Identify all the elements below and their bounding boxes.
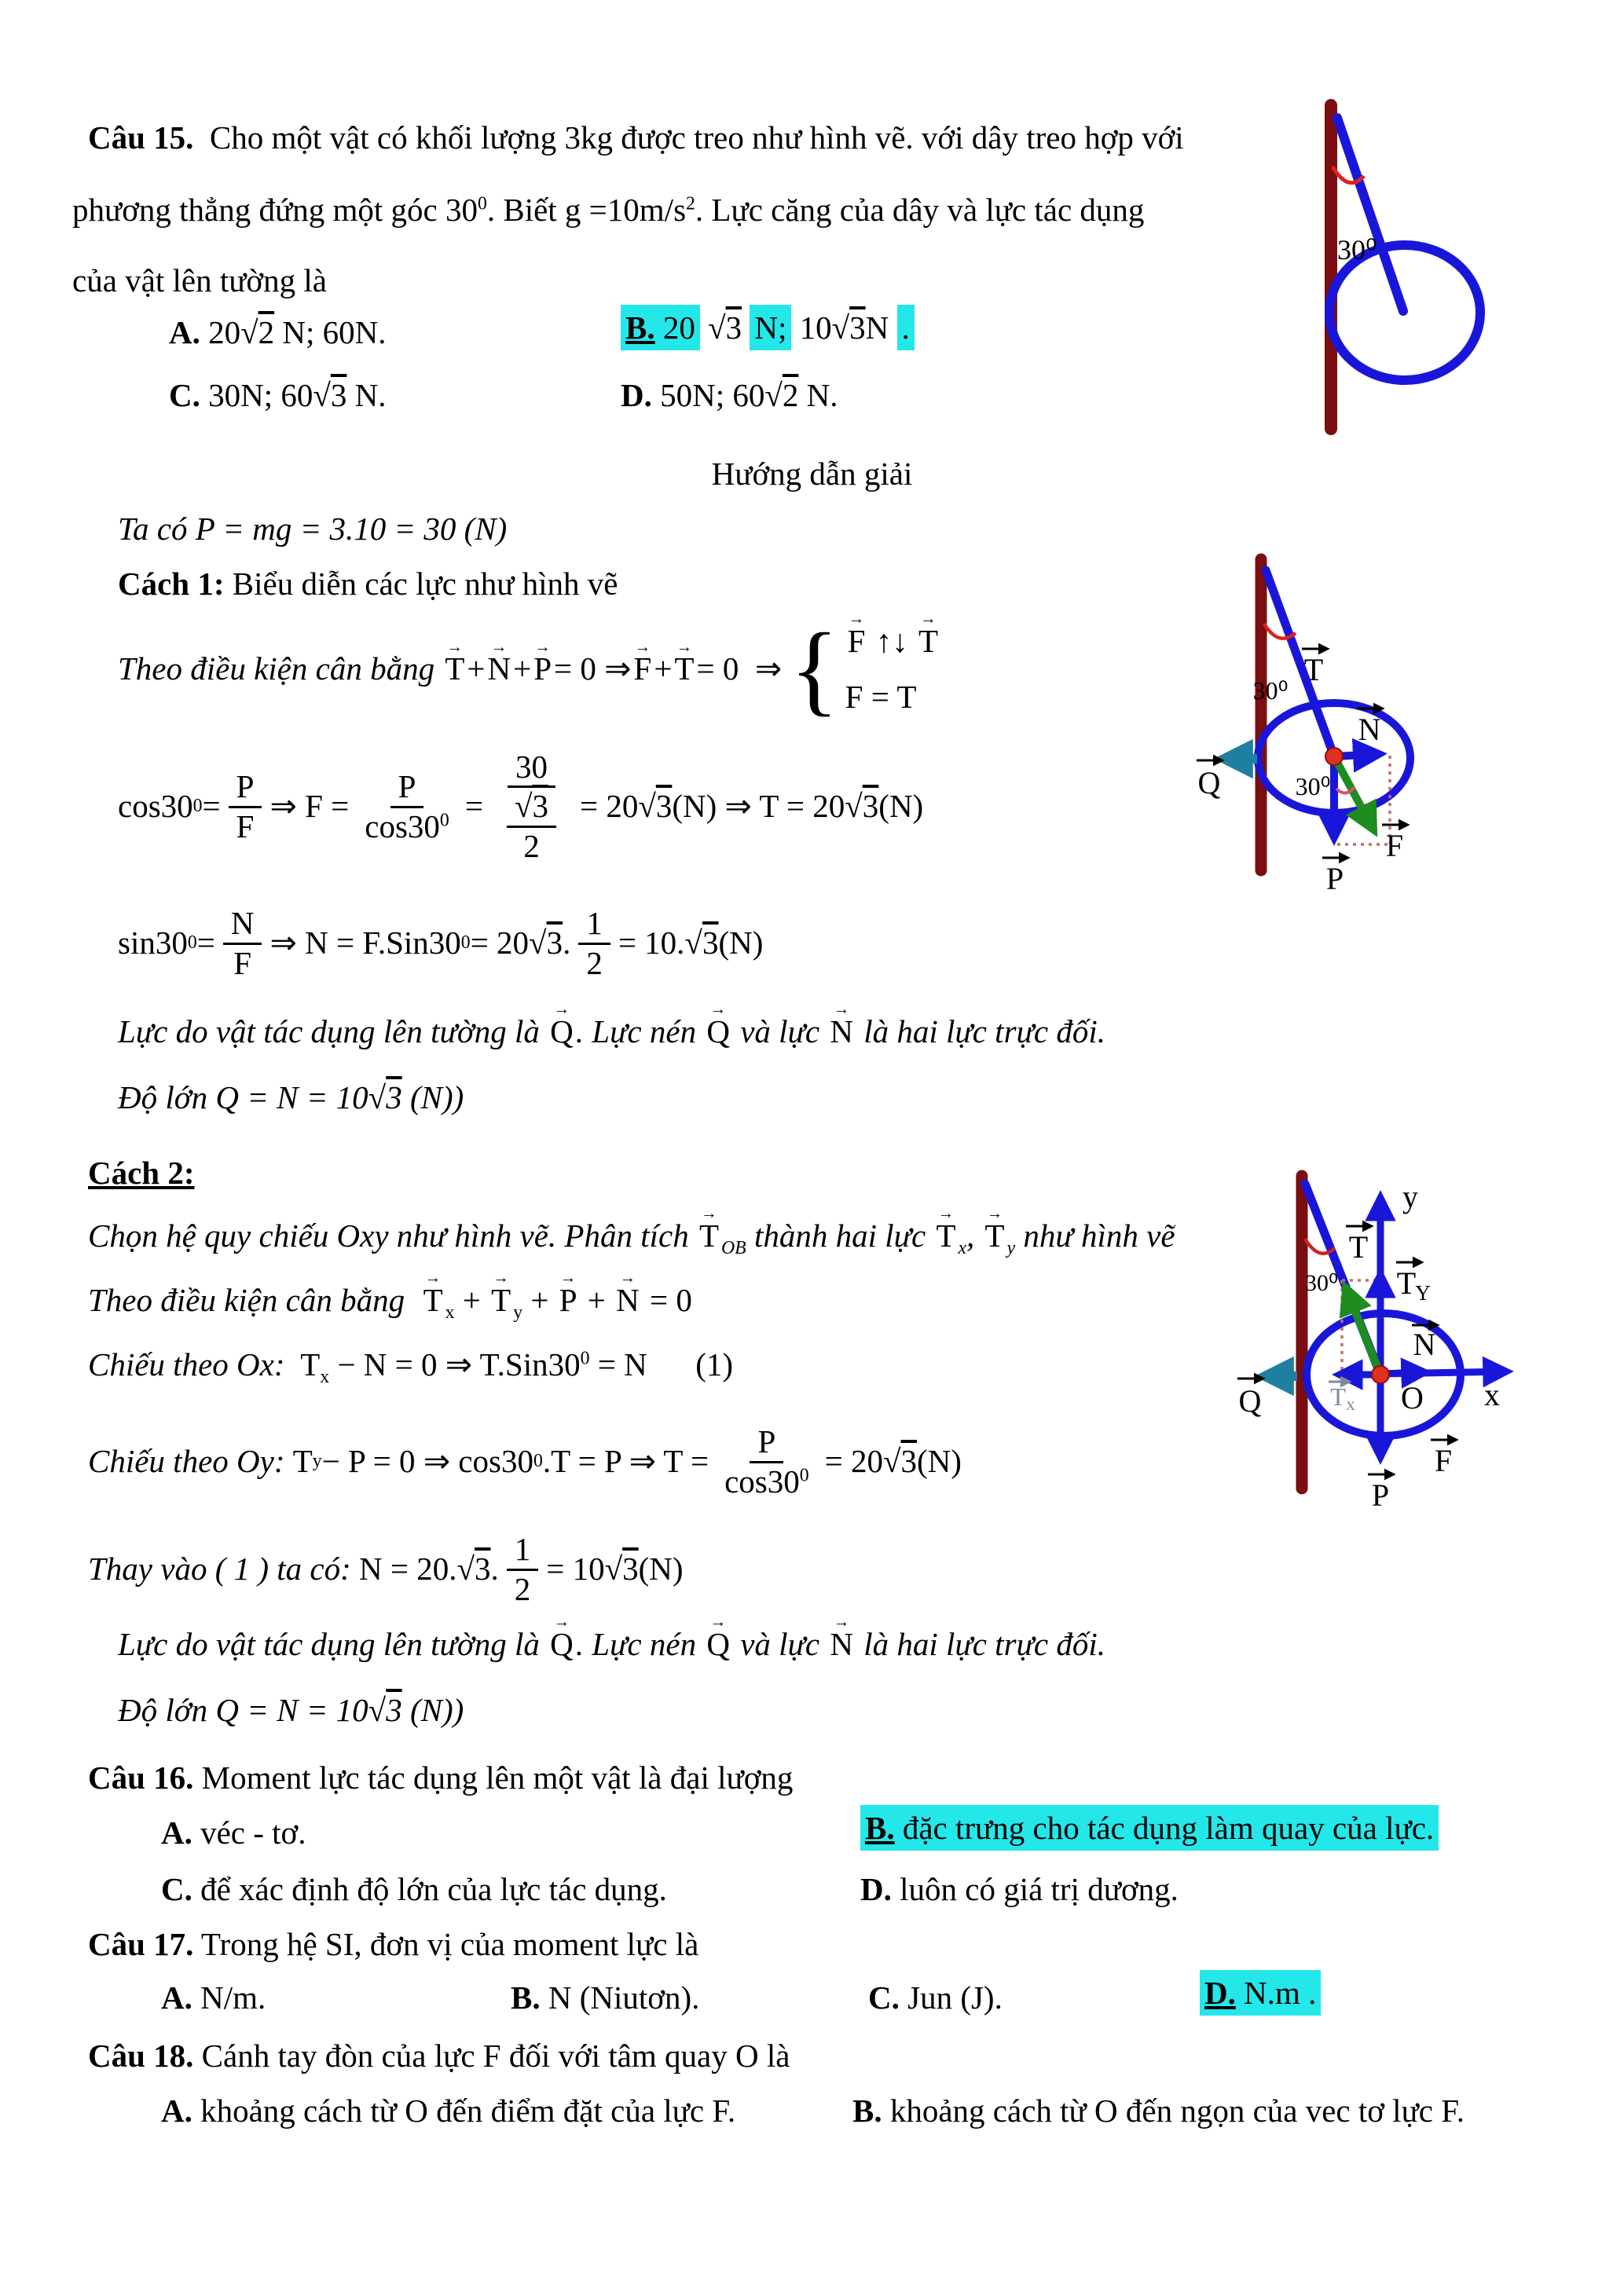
fig3-label-Tx: T (1330, 1382, 1346, 1411)
q18-stem: Câu 18. Cánh tay đòn của lực F đối với tâm quay O là (88, 2038, 790, 2074)
q16-option-b: B. đặc trưng cho tác dụng làm quay của lực. (860, 1808, 1439, 1848)
fig3-label-Q: Q (1238, 1383, 1262, 1419)
eq-sin30: sin30 0 = N F ⇒ N = F.Sin30 0 = 20√ 3 . 1 2 = 10.√ 3 (N) (118, 905, 764, 981)
solution-oy: Chiếu theo Oy: T y − P = 0 ⇒ cos30 0 .T = P ⇒ T = P $\cos 30^0$ = 20√ 3 (N) (88, 1423, 962, 1500)
solution-cach1: Cách 1: Biểu diễn các lực như hình vẽ (118, 566, 618, 602)
figure-cach1-forces (1182, 548, 1579, 906)
q16-option-c: C. để xác định độ lớn của lực tác dụng. (161, 1871, 667, 1907)
eq-cos30: cos30 0 = P F ⇒ F = P $\cos 30^0$ = 30 $\frac{√3}{2}$ = 20√ 3 (N) ⇒ T = 20√ 3 (N) (118, 749, 924, 864)
q17-option-b: B. N (Niutơn). (511, 1979, 700, 2016)
fig3-label-Ty: T (1396, 1265, 1417, 1301)
origin-dot (1372, 1366, 1389, 1383)
figure-q15-ball-on-wall (1304, 96, 1505, 445)
solution-chonhe: Chọn hệ quy chiếu Oxy như hình vẽ. Phân tích → T $_{OB}$ thành hai lực → T $_x$, → T $_y$ như hình vẽ (88, 1205, 1175, 1259)
fig3-label-P: P (1371, 1478, 1390, 1513)
vector-T-green (1346, 1288, 1380, 1375)
q15-stem-line2: phương thẳng đứng một góc $30^0$. Biết $g =10m/s^2$. Lực căng của dây và lực tác dụng (72, 192, 1145, 228)
fig3-angle-label: 30⁰ (1304, 1270, 1339, 1296)
fig2-label-Q: Q (1197, 765, 1221, 800)
fig3-label-F: F (1434, 1443, 1453, 1478)
fig3-label-N: N (1413, 1327, 1436, 1362)
q15-option-b: B. 20 √3 N; 10√3N . (621, 308, 915, 348)
fig3-label-O: O (1401, 1380, 1424, 1415)
fig2-label-F: F (1385, 828, 1404, 863)
fig3-label-T: T (1348, 1229, 1369, 1265)
solution-lucdo: Lực do vật tác dụng lên tường là → Q. Lực nén → Q và lực → N là hai lực trực đối. (118, 1001, 1105, 1049)
solution-canbang2: Theo điều kiện cân bằng → T $_x$ + → T $_y$ + → P + → N = 0 (88, 1269, 692, 1324)
rope (1337, 118, 1403, 311)
q15-stem-line3: của vật lên tường là (72, 262, 327, 298)
q15-option-d: D. 50N; 60√2 N. (621, 377, 838, 413)
eq-equilibrium: Theo điều kiện cân bằng → T + → N + → P = 0 ⇒ → F + → T = 0 ⇒ { → F ↑↓ → T F = T (118, 610, 939, 726)
solution-dolon2: Độ lớn Q = N = 10√3 (N)) (118, 1692, 464, 1728)
q17-option-c: C. Jun (J). (868, 1979, 1003, 2016)
solution-dolon: Độ lớn Q = N = 10√3 (N)) (118, 1079, 464, 1115)
q17-stem: Câu 17. Trong hệ SI, đơn vị của moment lực là (88, 1926, 699, 1962)
figure-cach2-oxy (1214, 1119, 1624, 1520)
fig2-label-T: T (1303, 652, 1324, 687)
q18-option-b: B. khoảng cách từ O đến ngọn của vec tơ lực F. (852, 2093, 1465, 2129)
q17-option-a: A. N/m. (161, 1979, 266, 2016)
q16-option-a: A. véc - tơ. (161, 1814, 306, 1851)
solution-taco: Ta có P = mg = 3.10 = 30 (N) (118, 511, 508, 547)
fig2-label-N: N (1358, 712, 1381, 747)
fig3-label-Ty-sub: Y (1415, 1281, 1431, 1305)
q15-option-a: A. 20√2 N; 60N. (169, 314, 387, 350)
solution-lucdo2: Lực do vật tác dụng lên tường là → Q. Lực nén → Q và lực → N là hai lực trực đối. (118, 1613, 1105, 1662)
fig2-label-P: P (1325, 861, 1344, 896)
fig2-angle-top: 30⁰ (1252, 676, 1289, 705)
center-dot (1325, 748, 1343, 765)
q16-stem: Câu 16. Moment lực tác dụng lên một vật là đại lượng (88, 1760, 794, 1796)
q18-option-a: A. khoảng cách từ O đến điểm đặt của lực F. (161, 2093, 736, 2129)
fig2-angle-bottom: 30⁰ (1295, 772, 1331, 800)
fig3-label-y: y (1402, 1179, 1418, 1214)
q17-option-d: D. N.m . (1200, 1973, 1321, 2013)
fig3-label-Tx-sub: x (1346, 1394, 1355, 1414)
q15-option-c: C. 30N; 60√3 N. (169, 377, 387, 413)
solution-thayvao: Thay vào ( 1 ) ta có: N = 20.√ 3 . 1 2 = 10√ 3 (N) (88, 1531, 684, 1607)
solution-cach2: Cách 2: (88, 1155, 195, 1191)
solution-heading: Hướng dẫn giải (711, 456, 913, 492)
fig3-label-x: x (1484, 1377, 1500, 1412)
rope (1266, 570, 1334, 756)
solution-ox: Chiếu theo Ox: $T_x - N = 0$ ⇒ $T.Sin30^0 = N$ (1) (88, 1346, 734, 1388)
fig1-angle-label: 30⁰ (1337, 234, 1377, 265)
q16-option-d: D. luôn có giá trị dương. (860, 1871, 1179, 1907)
q15-stem-line1: Câu 15. Cho một vật có khối lượng 3kg được treo như hình vẽ. với dây treo hợp với (88, 119, 1184, 156)
